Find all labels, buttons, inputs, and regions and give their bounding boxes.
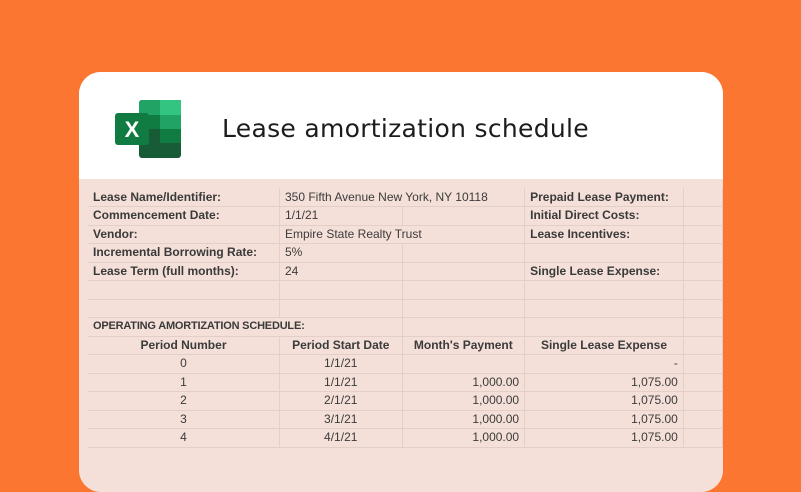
cell[interactable]: Empire State Realty Trust — [279, 225, 524, 244]
cell[interactable] — [402, 281, 525, 300]
card-header — [79, 72, 723, 179]
cell[interactable] — [683, 392, 722, 411]
cell[interactable] — [683, 410, 722, 429]
table-row — [88, 299, 723, 318]
cell[interactable] — [525, 299, 684, 318]
schedule-title[interactable]: OPERATING AMORTIZATION SCHEDULE: — [88, 318, 402, 337]
cell[interactable] — [683, 429, 722, 448]
spreadsheet — [79, 179, 723, 492]
table-row — [88, 318, 723, 337]
cell[interactable]: 1,075.00 — [525, 392, 684, 411]
lease-table — [88, 188, 723, 448]
cell[interactable]: Prepaid Lease Payment: — [525, 188, 684, 207]
cell[interactable]: 1,000.00 — [402, 410, 525, 429]
cell[interactable] — [402, 207, 525, 226]
cell[interactable]: 2 — [88, 392, 279, 411]
cell[interactable]: Initial Direct Costs: — [525, 207, 684, 226]
schedule-row — [88, 355, 723, 374]
cell[interactable] — [683, 225, 722, 244]
cell[interactable] — [683, 373, 722, 392]
cell[interactable]: 3 — [88, 410, 279, 429]
cell[interactable] — [402, 244, 525, 263]
cell[interactable]: 1/1/21 — [279, 207, 402, 226]
cell[interactable] — [683, 188, 722, 207]
cell[interactable] — [88, 299, 279, 318]
cell[interactable] — [88, 281, 279, 300]
cell[interactable] — [683, 207, 722, 226]
cell[interactable]: 1,075.00 — [525, 410, 684, 429]
cell[interactable]: Lease Term (full months): — [88, 262, 279, 281]
cell[interactable]: 350 Fifth Avenue New York, NY 10118 — [279, 188, 524, 207]
cell[interactable] — [683, 355, 722, 374]
schedule-header-row — [88, 336, 723, 355]
table-row — [88, 281, 723, 300]
cell[interactable]: Vendor: — [88, 225, 279, 244]
cell[interactable] — [683, 336, 722, 355]
cell[interactable]: - — [525, 355, 684, 374]
cell[interactable] — [525, 244, 684, 263]
table-row — [88, 244, 723, 263]
cell[interactable] — [525, 281, 684, 300]
cell[interactable]: Incremental Borrowing Rate: — [88, 244, 279, 263]
cell[interactable] — [683, 299, 722, 318]
svg-text:X: X — [124, 117, 140, 142]
cell[interactable]: Lease Name/Identifier: — [88, 188, 279, 207]
cell[interactable]: 0 — [88, 355, 279, 374]
cell[interactable]: 3/1/21 — [279, 410, 402, 429]
cell[interactable]: 4 — [88, 429, 279, 448]
column-header[interactable]: Period Number — [88, 336, 279, 355]
cell[interactable] — [683, 281, 722, 300]
cell[interactable] — [683, 318, 722, 337]
table-row — [88, 188, 723, 207]
schedule-row — [88, 410, 723, 429]
table-row — [88, 207, 723, 226]
cell[interactable]: 1,000.00 — [402, 373, 525, 392]
cell[interactable]: 1/1/21 — [279, 373, 402, 392]
cell[interactable] — [279, 299, 402, 318]
cell[interactable] — [402, 318, 525, 337]
cell[interactable]: 1,000.00 — [402, 429, 525, 448]
cell[interactable] — [279, 281, 402, 300]
cell[interactable]: 2/1/21 — [279, 392, 402, 411]
cell[interactable] — [525, 318, 684, 337]
card — [79, 72, 723, 492]
cell[interactable] — [683, 262, 722, 281]
cell[interactable] — [402, 262, 525, 281]
column-header[interactable]: Single Lease Expense — [525, 336, 684, 355]
table-row — [88, 262, 723, 281]
page-title: Lease amortization schedule — [222, 114, 589, 143]
cell[interactable] — [683, 244, 722, 263]
cell[interactable] — [402, 299, 525, 318]
column-header[interactable]: Period Start Date — [279, 336, 402, 355]
table-row — [88, 225, 723, 244]
cell[interactable]: 1,000.00 — [402, 392, 525, 411]
cell[interactable]: Lease Incentives: — [525, 225, 684, 244]
schedule-row — [88, 392, 723, 411]
column-header[interactable]: Month's Payment — [402, 336, 525, 355]
cell[interactable]: 4/1/21 — [279, 429, 402, 448]
cell[interactable]: 1,075.00 — [525, 429, 684, 448]
cell[interactable]: 5% — [279, 244, 402, 263]
cell[interactable]: 1 — [88, 373, 279, 392]
cell[interactable] — [402, 355, 525, 374]
cell[interactable]: 1/1/21 — [279, 355, 402, 374]
cell[interactable]: 1,075.00 — [525, 373, 684, 392]
cell[interactable]: Commencement Date: — [88, 207, 279, 226]
schedule-row — [88, 373, 723, 392]
cell[interactable]: Single Lease Expense: — [525, 262, 684, 281]
cell[interactable]: 24 — [279, 262, 402, 281]
schedule-row — [88, 429, 723, 448]
excel-icon — [115, 100, 181, 158]
